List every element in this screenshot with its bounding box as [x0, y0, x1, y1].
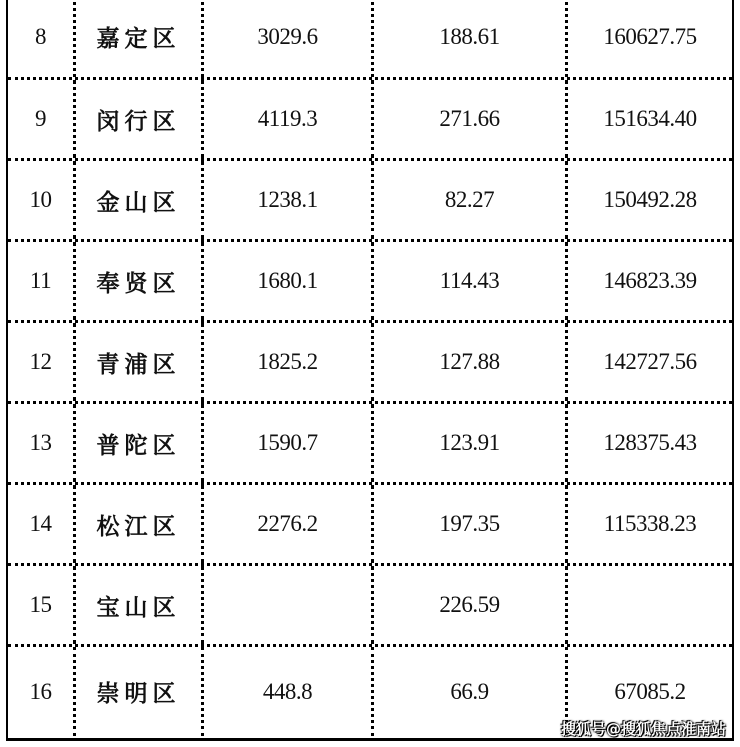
- district-name: 嘉定区: [76, 0, 204, 77]
- value-c: [568, 566, 732, 644]
- row-index: 16: [8, 647, 76, 736]
- district-name: 奉贤区: [76, 242, 204, 320]
- district-name: 崇明区: [76, 647, 204, 736]
- value-a: 4119.3: [204, 80, 374, 158]
- value-a: 1590.7: [204, 404, 374, 482]
- value-c: 146823.39: [603, 268, 697, 293]
- table-row: [8, 485, 732, 566]
- value-b: 66.9: [374, 647, 568, 736]
- table-row: [8, 80, 732, 161]
- value-b: 188.61: [374, 0, 568, 77]
- value-c: 67085.2: [614, 678, 686, 704]
- district-name: 宝山区: [76, 566, 204, 644]
- district-name: 青浦区: [76, 323, 204, 401]
- value-b: 82.27: [374, 161, 568, 239]
- table-row: [8, 323, 732, 404]
- value-b: 114.43: [374, 242, 568, 320]
- table-row: [8, 566, 732, 647]
- row-index: 12: [8, 323, 76, 401]
- district-name: 闵行区: [76, 80, 204, 158]
- row-index: 15: [8, 566, 76, 644]
- row-index: 10: [8, 161, 76, 239]
- value-a: [204, 566, 374, 644]
- table-row: [8, 161, 732, 242]
- value-a: 1825.2: [204, 323, 374, 401]
- value-c: 142727.56: [603, 349, 697, 374]
- watermark-text: 搜狐号@搜狐焦点淮南站: [560, 720, 726, 738]
- row-index: 13: [8, 404, 76, 482]
- row-index: 8: [8, 0, 76, 77]
- table-row: [8, 0, 732, 80]
- value-b: 226.59: [374, 566, 568, 644]
- value-c: 115338.23: [603, 511, 697, 536]
- value-c: 150492.28: [603, 187, 697, 212]
- value-b: 271.66: [374, 80, 568, 158]
- data-table: [6, 0, 734, 741]
- table-row: [8, 404, 732, 485]
- value-a: 1238.1: [204, 161, 374, 239]
- value-a: 448.8: [204, 647, 374, 736]
- value-b: 197.35: [374, 485, 568, 563]
- value-b: 123.91: [374, 404, 568, 482]
- row-index: 11: [8, 242, 76, 320]
- value-c: 160627.75: [603, 23, 697, 49]
- value-b: 127.88: [374, 323, 568, 401]
- value-a: 3029.6: [204, 0, 374, 77]
- value-a: 2276.2: [204, 485, 374, 563]
- district-name: 松江区: [76, 485, 204, 563]
- value-c: 151634.40: [603, 106, 697, 131]
- row-index: 14: [8, 485, 76, 563]
- district-name: 普陀区: [76, 404, 204, 482]
- row-index: 9: [8, 80, 76, 158]
- value-a: 1680.1: [204, 242, 374, 320]
- table-row: [8, 242, 732, 323]
- district-name: 金山区: [76, 161, 204, 239]
- value-c: 128375.43: [603, 430, 697, 455]
